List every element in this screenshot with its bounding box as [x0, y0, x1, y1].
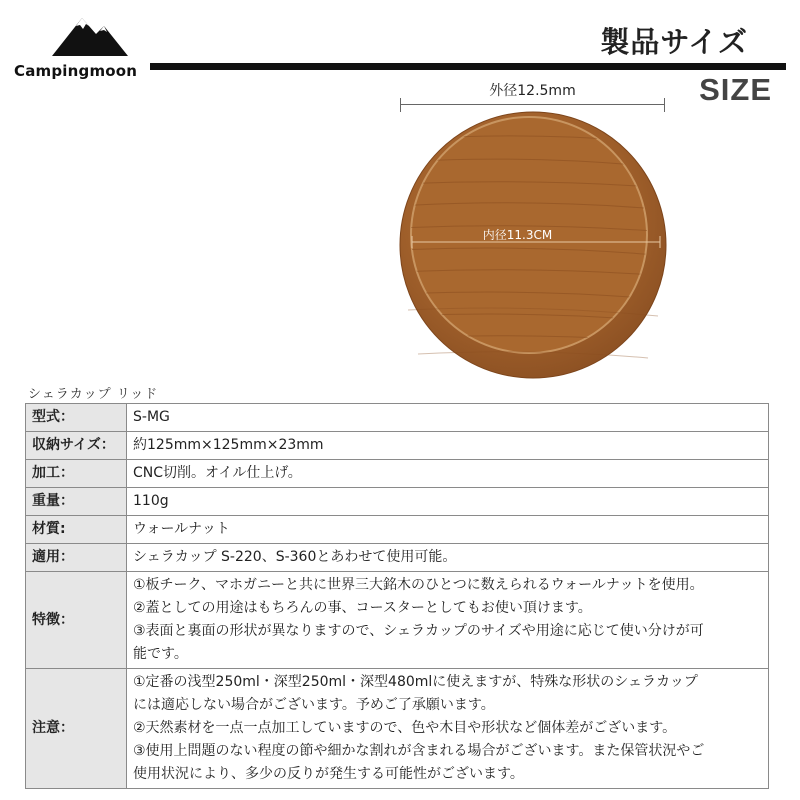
spec-row-material — [26, 516, 769, 544]
feature-line: ②蓋としての用途はもちろんの事、コースターとしてもお使い頂けます。 — [133, 600, 592, 616]
outer-diameter-label: 外径12.5mm — [489, 83, 576, 99]
header-rule — [150, 63, 786, 70]
inner-diameter-label: 内径11.3CM — [482, 228, 553, 242]
spec-row-size — [26, 432, 769, 460]
spec-value — [127, 572, 769, 669]
spec-row-weight — [26, 488, 769, 516]
walnut-lid-image — [398, 110, 668, 380]
page-title: 製品サイズ — [600, 25, 748, 59]
spec-row-usage — [26, 544, 769, 572]
note-line: ③使用上問題のない程度の節や細かな割れが含まれる場合がございます。また保管状況やご — [133, 743, 705, 759]
note-line: ②天然素材を一点一点加工していますので、色や木目や形状など個体差がございます。 — [133, 720, 677, 736]
brand-logo — [14, 12, 154, 82]
spec-label: 重量： — [26, 488, 127, 516]
feature-line: ①板チーク、マホガニーと共に世界三大銘木のひとつに数えられるウォールナットを使用。 — [133, 577, 704, 593]
spec-label: 収納サイズ： — [26, 432, 127, 460]
spec-table — [25, 403, 769, 789]
note-line: には適応しない場合がございます。予めご了承願います。 — [133, 697, 495, 713]
page-subtitle: SIZE — [699, 72, 772, 107]
spec-row-notes — [26, 669, 769, 789]
feature-line: 能です。 — [133, 646, 188, 662]
spec-value: 約125mm×125mm×23mm — [127, 432, 769, 460]
spec-value: ウォールナット — [127, 516, 769, 544]
note-line: 使用状況により、多少の反りが発生する可能性がございます。 — [133, 766, 524, 782]
spec-row-model — [26, 404, 769, 432]
spec-value: シェラカップ S-220、S-360とあわせて使用可能。 — [127, 544, 769, 572]
mountain-logo-icon — [52, 12, 128, 56]
spec-value — [127, 669, 769, 789]
spec-value: CNC切削。オイル仕上げ。 — [127, 460, 769, 488]
note-line: ①定番の浅型250ml・深型250ml・深型480mlに使えますが、特殊な形状のシェラカップ — [133, 674, 698, 690]
spec-label: 型式： — [26, 404, 127, 432]
spec-row-process — [26, 460, 769, 488]
spec-label: 適用： — [26, 544, 127, 572]
spec-label: 加工： — [26, 460, 127, 488]
spec-value: 110g — [127, 488, 769, 516]
spec-label: 特徴： — [26, 572, 127, 669]
brand-name: Campingmoon — [14, 62, 138, 80]
product-name: シェラカップ リッド — [28, 387, 159, 402]
spec-label: 注意： — [26, 669, 127, 789]
spec-label: 材質: — [26, 516, 127, 544]
spec-row-features — [26, 572, 769, 669]
spec-value: S-MG — [127, 404, 769, 432]
feature-line: ③表面と裏面の形状が異なりますので、シェラカップのサイズや用途に応じて使い分けが可 — [133, 623, 704, 639]
